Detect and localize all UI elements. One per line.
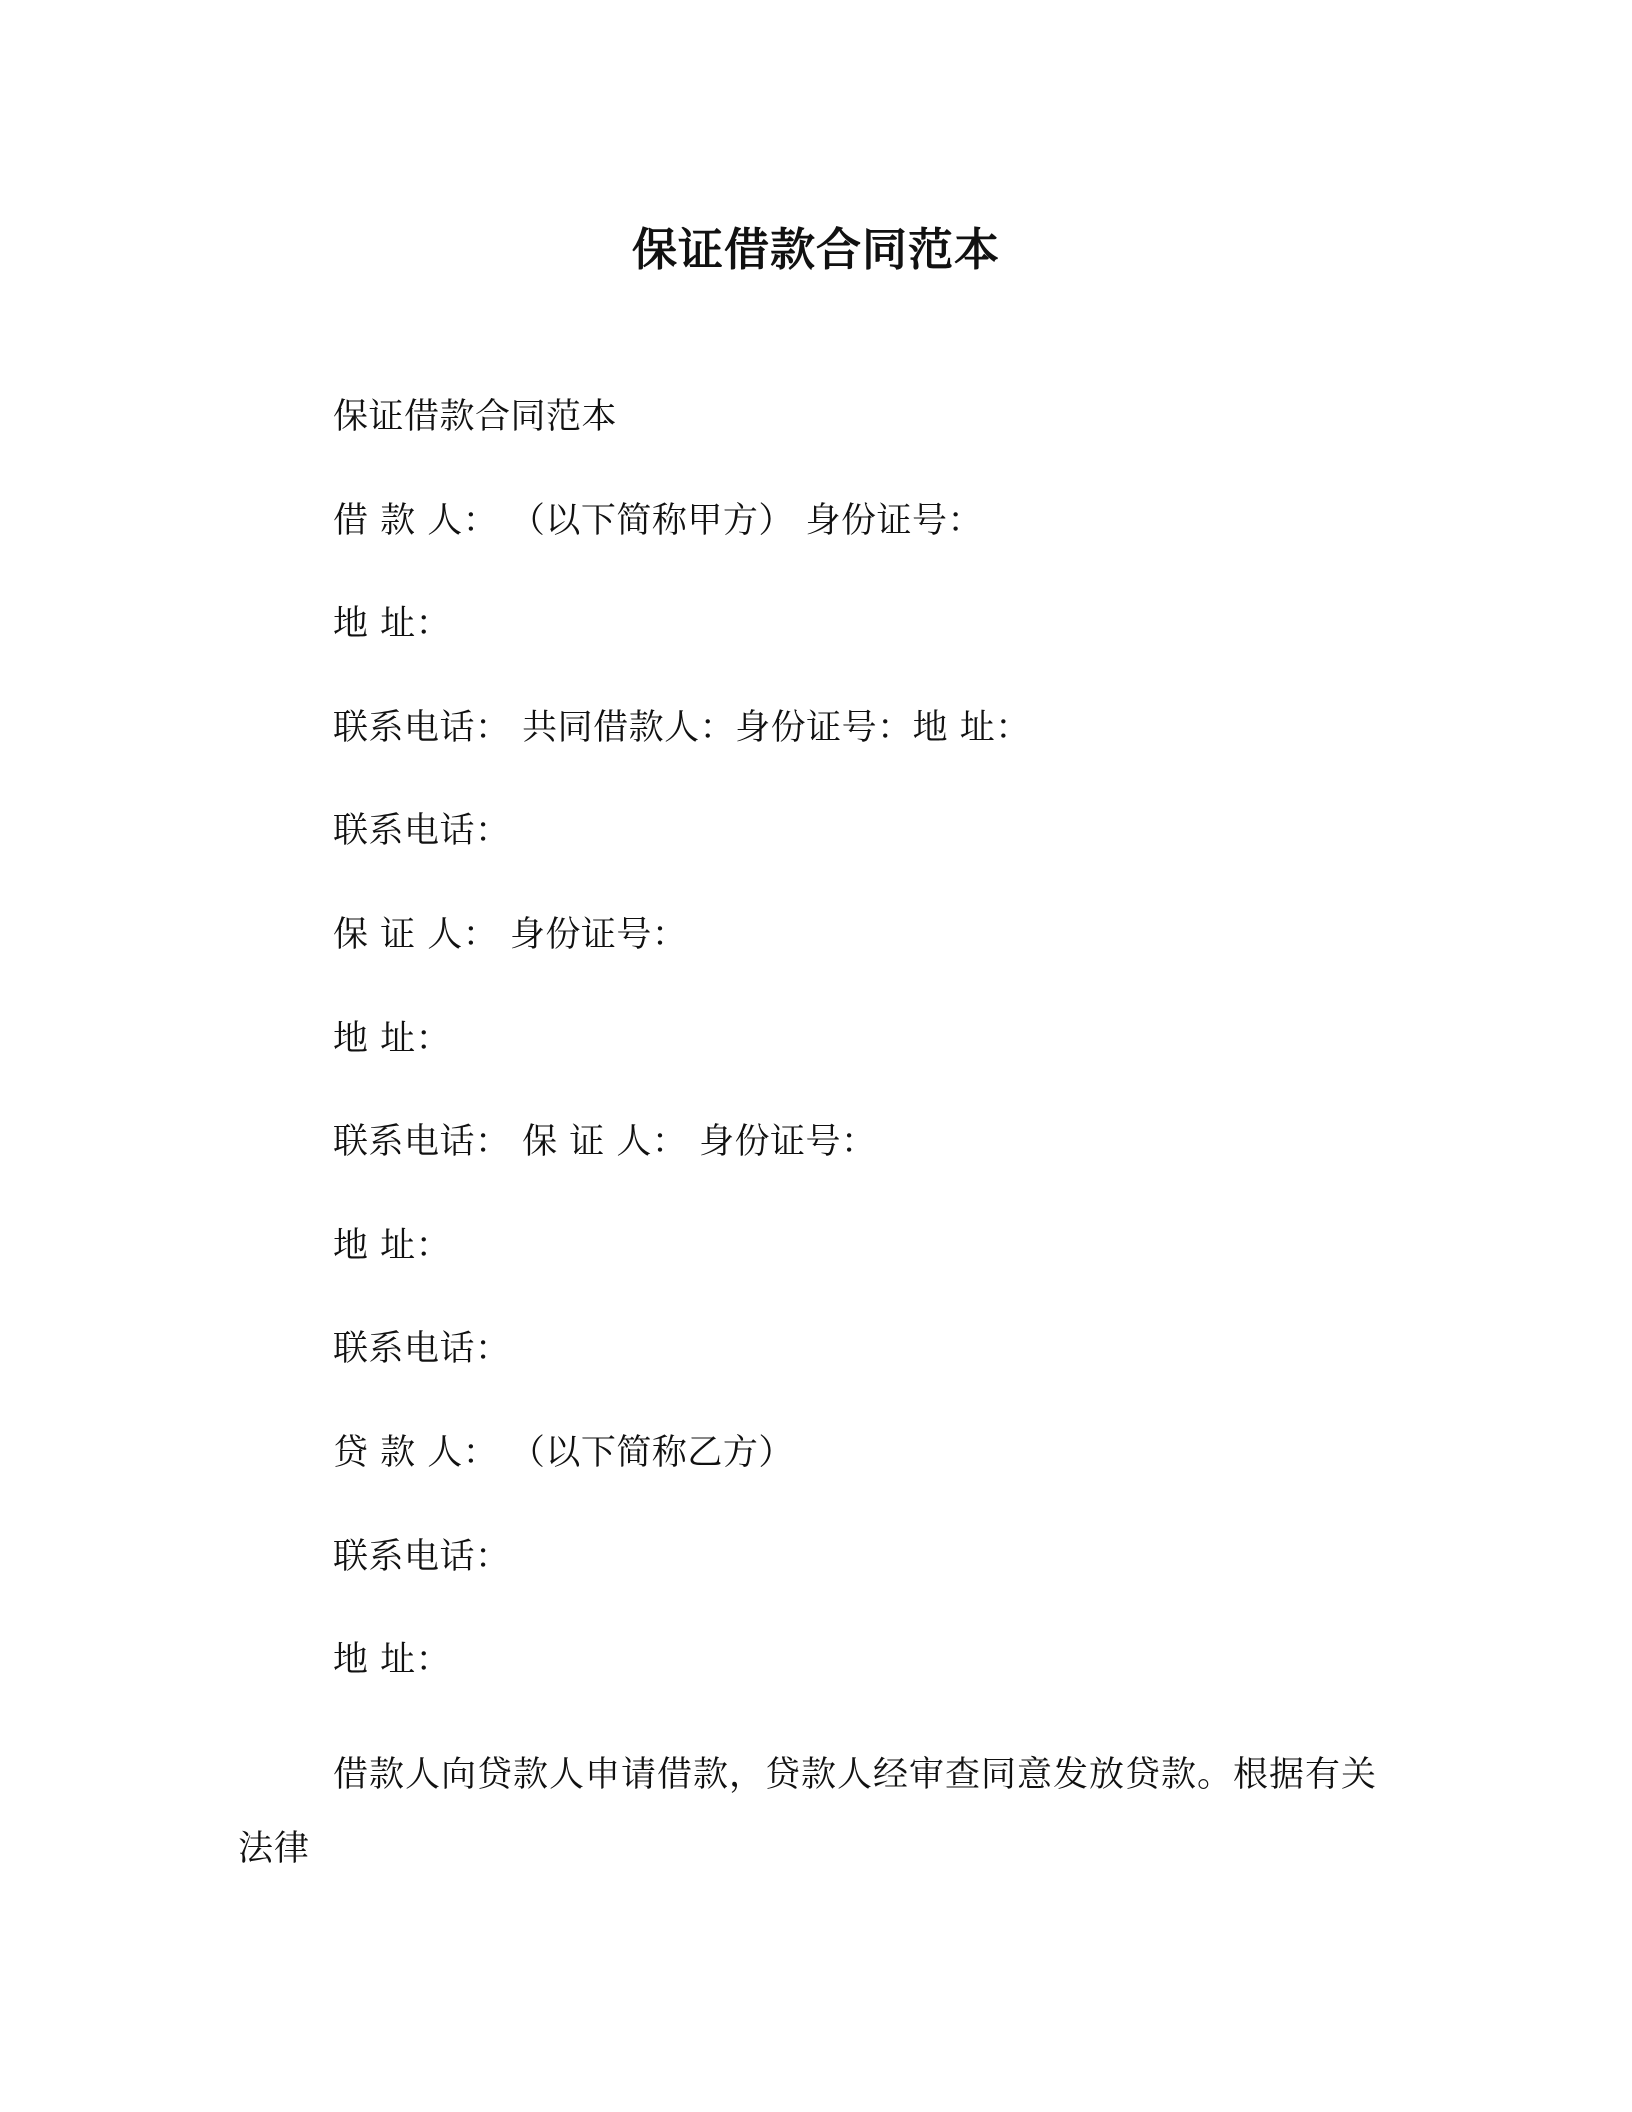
co-borrower-line: 联系电话： 共同借款人：身份证号：地 址：	[333, 707, 1031, 748]
borrower-line: 借 款 人： （以下简称甲方） 身份证号：	[333, 500, 984, 541]
second-guarantor-phone-line: 联系电话：	[333, 1329, 511, 1370]
second-guarantor-line: 联系电话： 保 证 人： 身份证号：	[333, 1122, 877, 1163]
contract-fields	[333, 392, 1393, 1739]
lender-address-line: 地 址：	[333, 1640, 452, 1681]
lender-phone-line: 联系电话：	[333, 1536, 511, 1577]
second-guarantor-address-line: 地 址：	[333, 1225, 452, 1266]
lender-line: 贷 款 人： （以下简称乙方）	[333, 1432, 794, 1473]
subtitle-line: 保证借款合同范本	[333, 397, 618, 437]
borrower-address-line: 地 址：	[333, 604, 452, 645]
document-title: 保证借款合同范本	[631, 223, 1000, 276]
guarantor-address-line: 地 址：	[333, 1018, 452, 1059]
co-borrower-phone-line: 联系电话：	[333, 811, 511, 852]
contract-paragraph: 借款人向贷款人申请借款，贷款人经审查同意发放贷款。根据有关法律	[238, 1755, 1378, 1869]
guarantor-line: 保 证 人： 身份证号：	[333, 914, 688, 955]
